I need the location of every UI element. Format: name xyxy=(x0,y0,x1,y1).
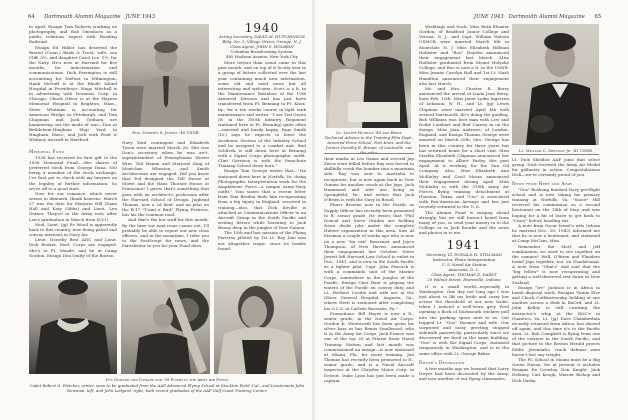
paragraph: Now for our romance, which never seems to diminish, thank heavens. March 27 was the date for Marjorie Hill (Dana Hall and Katy Gibbs) and Lieut. Len Gutner. They're in the Army now, after Len's graduation in March from N.Y.U. xyxy=(29,190,117,222)
wedding-figures xyxy=(326,24,411,128)
paragraph: A note from Oscar Israel's wife (whom he married Dec. 28, 1942) informed me that he is now a lieutenant, and stationed at Camp McCain, Miss. xyxy=(512,222,600,244)
paragraph: Ensign "Irv" Jackson is in Africa in bomb disposal work. Ensigns Vinnie Else and Chuck Cuthbertsonky, holding at one another across a desk in BuOrd, and Lt. John Kelley is still cracking the instructor's whip at the ROC's in Quantico, Va. Lt. (jg) Dave Chamberlain recently returned from Africa, has shoved off again, and this time it's to the Pacific area. Lt. Bob Campbell is flying from one of the carriers in the South Pacific, and that picture in the Boston Herald proves Eddie Jeremiah's crack defense men haven't lost any weight. xyxy=(512,284,600,357)
portrait-figure xyxy=(121,280,210,374)
secretary-address: Anacostia, D. C. xyxy=(448,266,480,272)
paragraph: And that's the hot stuff for this month. By the time our next issue comes out, I'll probably be able to report our new class officers, and in the meantime, I refer you to the PostScript for news, and the Paresbeitor to you for your Fund dues. xyxy=(122,217,209,249)
paragraph: their marks in Los Ganas and several Jap Zeros were felled before Ray was forced to skillfully crash the bomber into a mountain side. Ray was sent to Australia to recuperate, but is now again back in New Guinea for another crack at the Japs. Jack Hummond and wife are living in Springfield, Pa., and writes that Jack O'Brien is with the Navy in Brazil. xyxy=(324,156,414,203)
section-heading: Memorial Fund xyxy=(29,148,65,154)
agent-line: Class Agent, JOHN S. HOLBEIN xyxy=(230,44,294,50)
photo-fletcher xyxy=(121,280,210,374)
photo-caption: Lt. William C. Sheldon Jr. '41 USNR xyxy=(518,148,593,153)
page-number: 64 xyxy=(28,14,35,20)
paragraph: Lieut. Dorothy Best ANC and Lieut. Dick Rooker, Med. Corps are engaged. She's at Ft. Meade, and he at Camp Gordon. Ensign Don Quilty of the Boston xyxy=(29,237,117,258)
section-heading: News from Here and Afar xyxy=(512,180,572,186)
section-heading: Dwyer's Decoration xyxy=(419,359,465,365)
right-page-header xyxy=(474,14,609,20)
magazine-title: Dartmouth Alumni Magazine xyxy=(44,14,121,20)
photo-ledyard xyxy=(214,280,302,374)
divider xyxy=(512,154,599,155)
divider xyxy=(324,153,414,154)
paragraph: Weddings and Such: Miss Ruth Eleanor Gordon, of Bradford Junior College and Verona, N. J., and Capt. William Watson USMCR were married March 6th in Montclair, N. J. Miss Elizabeth Hillman Hollister and "Boo" Hayden announced their engagement last March. Miss Hollister graduated from Mount Holyoke College, and Boo is now a lt. in the USNR. Miss Jeanne Carolyn Hall and 1st Lt. Nash Hamilton announced their engagement also last March. xyxy=(419,24,509,86)
secretary-line: Acting Secretary, DAVID M. HUTCHINSON xyxy=(219,34,305,40)
paragraph: It is a small world—especially in Washington. One day not long ago I was just about to lift my bride and carry her across the threshold of our new home, when I noticed a well-worn grey Ford opening a flock of Dartmouth stickers pull into the parking space next to us. Out hopped Lt. "Gus" Hosmer and wife. Our surprised and noisy greeting stopped sidewalk passers-by, particularly since we discovered we lived in the same building. "Gus" is with the Signal Corps, stationed temporarily in Washington, and is in the same office with Lt. George Baker. xyxy=(419,283,509,356)
paragraph: A few months ago we learned that Larry Dwyer had been decorated by the Army, and now another of our flying classmates, xyxy=(419,365,509,382)
photo-sheldon xyxy=(512,24,599,145)
paragraph: Ensign Tom George writes that—"I'm stationed down here in Norfolk, Va. doing Photographic Interpretation work for the Amphibious Force—a unique Army-Navy outfit." Tom states that a recent letter from Tom Braden finds him recuperating from a leg injury in England, received in training—also, that Dick Keville is attached as Communications Officer to an Aircraft Group in the South Pacific and writing letters while listening to Jack Benny deep in the jungles of New Guinea. xyxy=(218,168,306,231)
column-1938-continued-2 xyxy=(122,140,209,248)
paragraph: Remember the Mort and Jeff combination we used to see together on the campus? Well, O'Brien and Flanders found Japs together, too, on Guadalcanal. A note from "Obie's" dad said that the "big fellow" is now recuperating and getting a well-deserved rest down in New Zealand. xyxy=(512,243,600,285)
paragraph: Lt. Dick Sheldon AAF joins that select group. Dick received the Army Air Medal for gallantry in action. Congratulations Dick—we're certainly proud of you. xyxy=(512,157,600,178)
portrait-figure xyxy=(122,24,209,127)
photo-newman xyxy=(29,280,117,374)
issue-date: JUNE 1943 xyxy=(474,14,504,20)
paragraph: The 15th and last mission of the Flying Fortress piloted by 1st Lt. Ray Dau was not altogether tragic, since its bombs found xyxy=(218,230,306,251)
portrait-figure xyxy=(512,24,599,145)
column-1938-continued xyxy=(29,24,117,258)
column-1941-continued xyxy=(512,157,600,383)
paragraph: in April, Ensign Tom Roberts working on photography, and Bob Oxenhorn as a public relations expert with Reading Railroad. xyxy=(29,24,117,45)
agent-address: 485 Madison Avenue, New York City xyxy=(225,54,298,60)
agent-org: Columbia Broadcasting System, xyxy=(230,49,294,55)
paragraph: Elmer Browne now in the Pacific as Supply Officer has recently been promoted to lt. senior grade. He writes that "Phil Doucal and Steve Graden are holding down desks jobs under the complete Hubert organization in this area. Saw Al Eissman a couple of weeks ago who is now on a new "tin can" Bessemer and Joyce Thompson, of New Haven, announced their engagement last October. Steve Jewett left Harvard Law School to enlist in Dec., 1941, and is now in the South Pacific as a fighter pilot. Capt. John Peacock is with a commando unit of the Marine Corps, somewhere in the jungles of the Pacific. Ensign Chet Bent is playing the waters of the Pacific on convoy duty, and Lt. Herbert Coodie and wife are at the Oliver General Hospital, Augusta, Ga., where Herb is stationed after completing his O.C.S. at Carlisle Barracks, Pa." xyxy=(324,202,414,311)
column-1940-continued xyxy=(324,156,414,383)
issue-date: JUNE 1943 xyxy=(125,14,156,20)
agent-address: 20 Walnut Street, Evansville, Indiana xyxy=(427,276,501,282)
class-year-heading: 1940 xyxy=(244,21,280,35)
paragraph: Ensign Ed Hibler has deserted the Bristol (Conn.) Bank & Trust, wife, son Cliff, 3½, and daughter Carol Lee, 1½, for the Navy. He's now at Harvard for five months, for indoctrination and communications. Dick Farrington is still accounting for DuPont in Wilmington, Hank McDuff is at the Rhode Island Hospital in Providence. Hugo Mitchell is in advertising with Doremus Corp. in Chicago. Chuck Oliver is at the Haynes Memorial Hospital in Brighton, Mass., Steve Whitman is accounting for American Bridge in Pittsburgh, and Tom Chapman and Jack Graham are hammering out the mode of war—Tom at Bethlehem-Hingham Ship Yard in Hingham, Mass., and Jack with Pratt & Whitney Aircraft in Hartford. xyxy=(29,44,117,143)
portrait-figure xyxy=(29,280,117,374)
paragraph: Navy Yard contingent and Elizabeth Tyson were married March 26. She was Don's secretary when he was aw't. superintendent of Pennsylvania Woven Wire. Ted Hamm and Marjorie King of Montclair, Wheaton, and Smith Architecture are engaged. Did you know that Ted designed the Toll House at Stowe and the Hans Thorner House at Franconia? I guess that's something that goes with an architect's profession after the Harvard School of Design. Jughead Thomas, now a 2d lieut. and an pilot on the B-17 "T'aint a Bird" Flying Fortress, has his the common road. xyxy=(122,140,209,218)
left-page-header xyxy=(28,14,155,20)
paragraph: The Alumni Fund is surging ahead strongly, but we still haven't heard from many of you, so send your money in to the College or to Jack Rourke and the news and photos in to me. xyxy=(419,209,509,236)
magazine-title: Dartmouth Alumni Magazine xyxy=(508,14,585,20)
paragraph: Promotions: Bill Hayes is now a lt., senior grade, in the Naval Air Corps. Gordon K. Wentworth has been given his silver bars as has Bemis Smallwood, who is in the Army Air Corps. Jack France was one of the top 20 at Prairie State Naval Training Station and last month was commissioned an ensign—is now stationed at Miami, Fla. for more training. Jim Thomas has recently been promoted to lt., senior grade, and is a Naval Aircraft inspector at the Chrysler Motor Corp. in Detroit. Duke Lyon has just been made a captain. xyxy=(324,310,414,383)
paragraph: 1938 has received its first gift to the 1938 Memorial Fund.....five shares of preferred stock from George Dana. Not being a member of the stock exchange, I've first got to check with my lawyers on the legality of further information. So we're off to a good start. xyxy=(29,154,117,191)
agent-line: Class Agent, THOMAS E. DARST xyxy=(431,271,497,277)
secretary-line: Secretary, LT. DONALD H. STILLMAN xyxy=(426,251,502,257)
column-1940 xyxy=(218,21,306,251)
paragraph: More letters than usual came in this past month, and on top of it Scotty sent in a group of letters collected over the last year containing much new information, some old and used news but all interesting and welcome. Scott is a lt. in the Maintenance Battalion of the 10th Armored Division and has just been transferred from Ft. Benning to Ft. Knox, Ky., for a ten weeks course in light tank maintenance and writes: "I see Ted Green (lt. in the 300th Infantry Regiment stationed here at Ft. Benning) quite often—married and busily happy. Page Smith (Lt.) says he expects to leave the Academic Section of the Infantry School and be assigned to a combat unit. Bud Schlivek is still down here at Benning with a Signal Corps photographic outfit. Clint Garrison is with the Parachute Training School down here." xyxy=(218,60,306,169)
column-1940-weddings xyxy=(419,24,509,382)
right-page xyxy=(314,0,628,420)
paragraph: "Gus" Boshong finished Navy pre-flight school and is now taking his primary training at Norfolk, Va. "Snoot" Hill received his commission as a second lieutenant on the 14th of May, and was hoping for a bit of leave to get back to "Cincy" before heading out. xyxy=(512,186,600,223)
paragraph: Mr. and Mrs. Chester R. Berry announced the arrival of Linda Jean Berry, born Feb. 12th. Miss Janet Lydia Ingerson of Lebanon, N. H., and Lt. (jg) Lewis Chipman were married April 4th with several Dartmouth '40's doing the guiding. Bob Williams was best man with Lew and Dodie Lambert and Bud Carney in on the doings. Miss Jean Andrews, of London, England, and Ensign Thomas George were married on March 20th. Mrs. George has been in this country for three years but has returned home for a short visit. Miss Martha Elizabeth Chipman announced her engagement to Albert Farley this past April. Al is working for the Sun Oil Company. Also, Miss Elizabeth Ann McKinley and Cecil Moses announced their engagement during April. Miss McKinley is with the 319th Army Air Forces flying training detachment at Houston, Texas, and "Cec" is associated with Pan-American Airways and has just recently returned to the U. S. xyxy=(419,85,509,210)
paragraph: Mod. Lieut. (jg) Ev Wood is apparently back in this country, now doing patrol and convoy missions in Navy Air. xyxy=(29,221,117,238)
secretary-title: Instructor, Photo Interpretation xyxy=(432,256,496,262)
class-year-heading: 1941 xyxy=(446,238,482,253)
photo-caption: Lt. Lester Nichols '40 and Bride Technical Advisor in the Training Film Dept., Armored Force School, Fort Knox, and the former Dorothy E. Brimer, of Louisville, cut the cake. xyxy=(324,130,414,155)
secretary-org: U. S. Naval Air Station xyxy=(441,261,487,267)
bottom-photos-heading: It's Onward and Upward for '39 Fliers in the Army Air Force xyxy=(105,377,229,382)
photo-nichols-wedding xyxy=(326,24,411,128)
secretary-address: Bldg. No. 5, Village Green, Orange, N. J. xyxy=(222,39,302,45)
photo-jewett xyxy=(122,24,209,127)
photo-caption: Ens. Stephen S. Jewett '40 USNR xyxy=(132,130,199,135)
bottom-photos-caption: Cadet Robert G. Fletcher, center, soon to be graduated from the AAF Advanced Flying School at Stockton Field, Cal., and Lieutenants John Newman, left, and John Ledyard, right, both recent graduates of the AAF Gulf Coast Training Center. xyxy=(29,383,305,393)
page-number: 65 xyxy=(594,14,602,20)
portrait-figure xyxy=(214,280,302,374)
paragraph: The PC School in Miami must be a Big Green Haven, for at present it includes Ensigns Ex Crowley, Don Knight, Jack Delaney, Carl Keogh, Warner Bishop and Dick Darby. xyxy=(512,356,600,383)
